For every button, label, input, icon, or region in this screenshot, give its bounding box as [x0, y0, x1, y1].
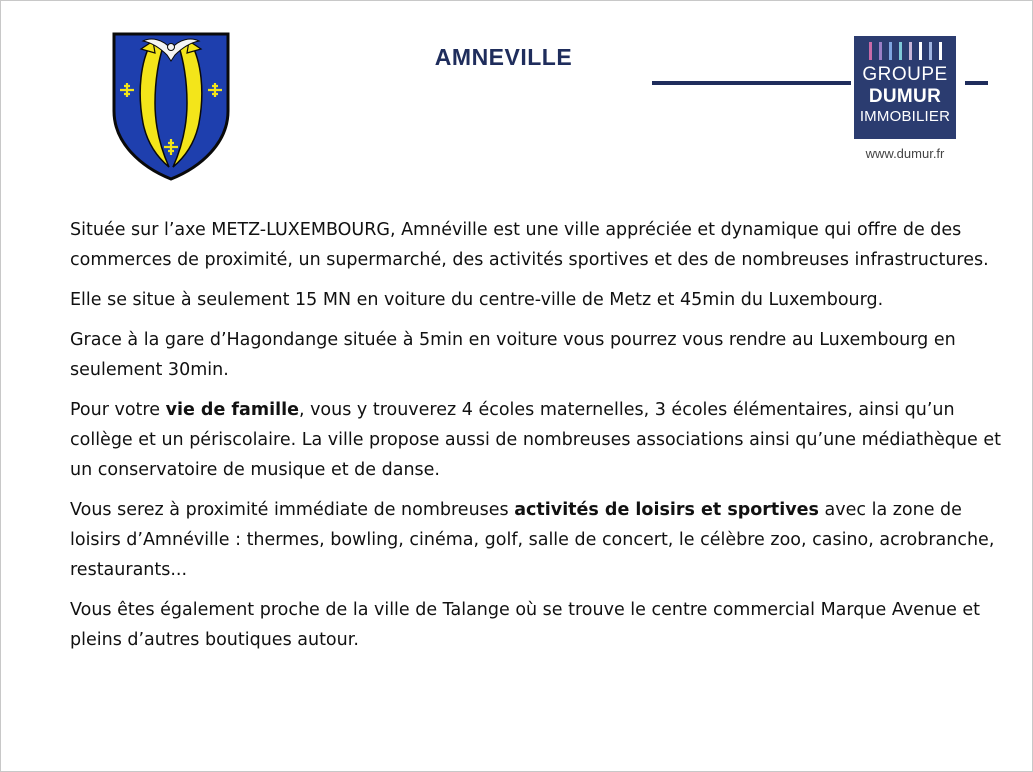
divider-left	[652, 81, 851, 85]
logo-bar	[869, 42, 872, 60]
logo-bar	[899, 42, 902, 60]
paragraph-shopping: Vous êtes également proche de la ville de Talange où se trouve le centre commercial Marque Avenue et pleins d’autres boutiques autour.	[70, 600, 981, 650]
logo-bar	[879, 42, 882, 60]
divider-right	[965, 81, 988, 85]
logo-bar	[909, 42, 912, 60]
logo-bar	[919, 42, 922, 60]
paragraph-family	[70, 395, 1005, 485]
logo-bars	[854, 42, 956, 60]
text-run: Vous serez à proximité immédiate de nombreuses	[70, 500, 515, 520]
dumur-logo	[854, 36, 956, 139]
page-title: AMNEVILLE	[434, 44, 573, 70]
text-run: avec la zone de loisirs d’Amnéville : thermes, bowling, cinéma, golf, salle de concert, le célèbre zoo, casino, acrobranche, restaurants...	[70, 500, 995, 580]
logo-url: www.dumur.fr	[865, 146, 945, 161]
logo-bar	[929, 42, 932, 60]
coat-of-arms-icon	[111, 31, 231, 181]
paragraph-leisure	[70, 495, 1005, 585]
content-body	[70, 215, 1005, 665]
logo-bar	[939, 42, 942, 60]
paragraph-location: Située sur l’axe METZ-LUXEMBOURG, Amnéville est une ville appréciée et dynamique qui offre de des commerces de proximité, un supermarché, des activités sportives et des de nombreuses infrastructures.	[70, 220, 989, 270]
logo-line-groupe: GROUPE	[862, 64, 948, 85]
text-run: Pour votre	[70, 400, 166, 420]
bold-text: activités de loisirs et sportives	[514, 500, 819, 520]
paragraph-distance: Elle se situe à seulement 15 MN en voiture du centre-ville de Metz et 45min du Luxembourg.	[70, 290, 884, 310]
logo-line-dumur: DUMUR	[868, 86, 942, 107]
logo-line-immobilier: IMMOBILIER	[859, 108, 951, 125]
logo-bar	[889, 42, 892, 60]
paragraph-train: Grace à la gare d’Hagondange située à 5min en voiture vous pourrez vous rendre au Luxembourg en seulement 30min.	[70, 330, 956, 380]
text-run: , vous y trouverez 4 écoles maternelles, 3 écoles élémentaires, ainsi qu’un collège et un périscolaire. La ville propose aussi de nombreuses associations ainsi qu’une médiathèque et un conservatoire de musique et de danse.	[70, 400, 1001, 480]
bold-text: vie de famille	[165, 400, 299, 420]
